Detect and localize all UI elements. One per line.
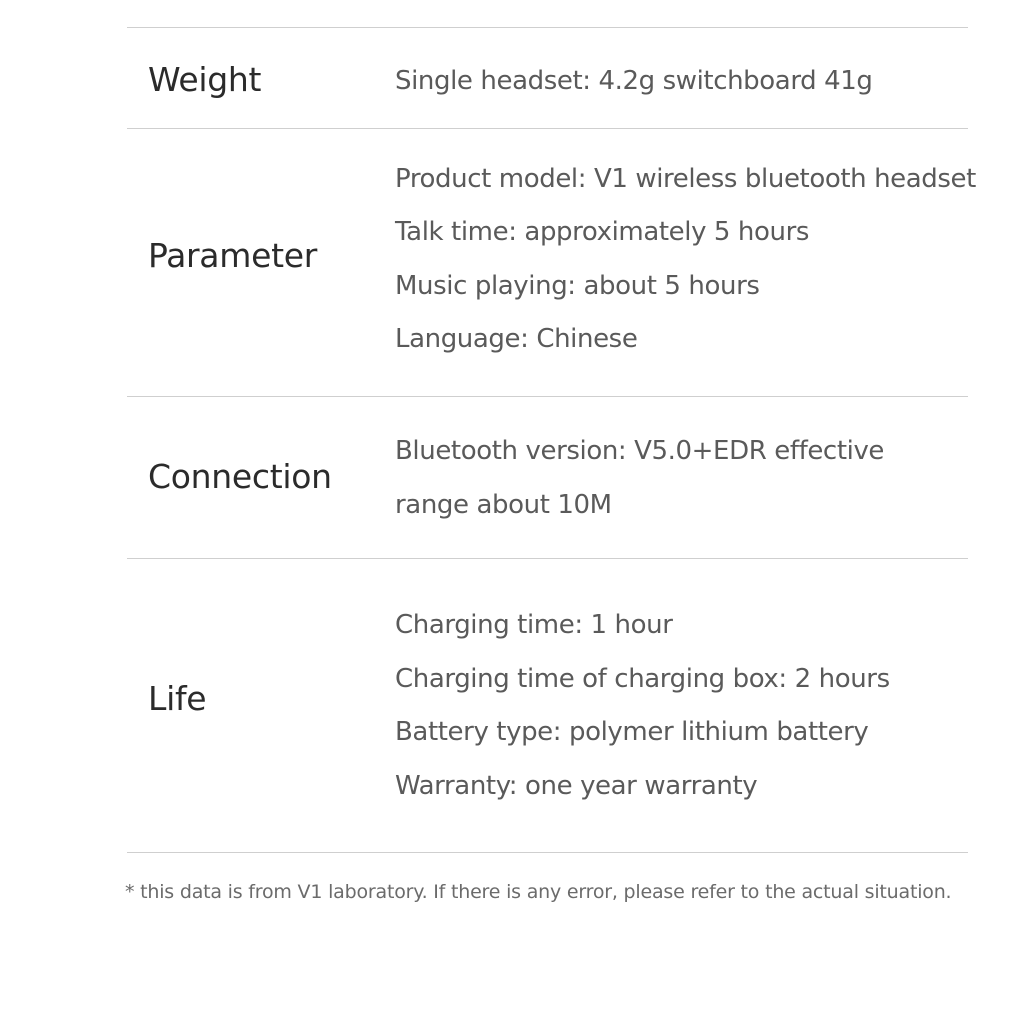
spec-label-connection: Connection [148,457,332,496]
footnote: * this data is from V1 laboratory. If there is any error, please refer to the actual situation. [125,881,952,903]
spec-label-weight: Weight [148,60,262,99]
spec-label-life: Life [148,679,207,718]
spec-value-connection-line-2: range about 10M [395,490,612,520]
spec-value-parameter-line-2: Talk time: approximately 5 hours [395,217,810,247]
spec-value-parameter-line-1: Product model: V1 wireless bluetooth headset [395,164,976,194]
spec-value-life-line-2: Charging time of charging box: 2 hours [395,664,890,694]
spec-value-parameter-line-3: Music playing: about 5 hours [395,271,760,301]
divider-connection [127,558,968,559]
divider-weight [127,128,968,129]
spec-label-parameter: Parameter [148,236,317,275]
spec-value-life-line-1: Charging time: 1 hour [395,610,673,640]
spec-value-life-line-4: Warranty: one year warranty [395,771,758,801]
spec-value-weight-line-1: Single headset: 4.2g switchboard 41g [395,66,873,96]
divider-top [127,27,968,28]
spec-value-life-line-3: Battery type: polymer lithium battery [395,717,869,747]
divider-bottom [127,852,968,853]
divider-parameter [127,396,968,397]
spec-value-parameter-line-4: Language: Chinese [395,324,638,354]
spec-value-connection-line-1: Bluetooth version: V5.0+EDR effective [395,436,885,466]
